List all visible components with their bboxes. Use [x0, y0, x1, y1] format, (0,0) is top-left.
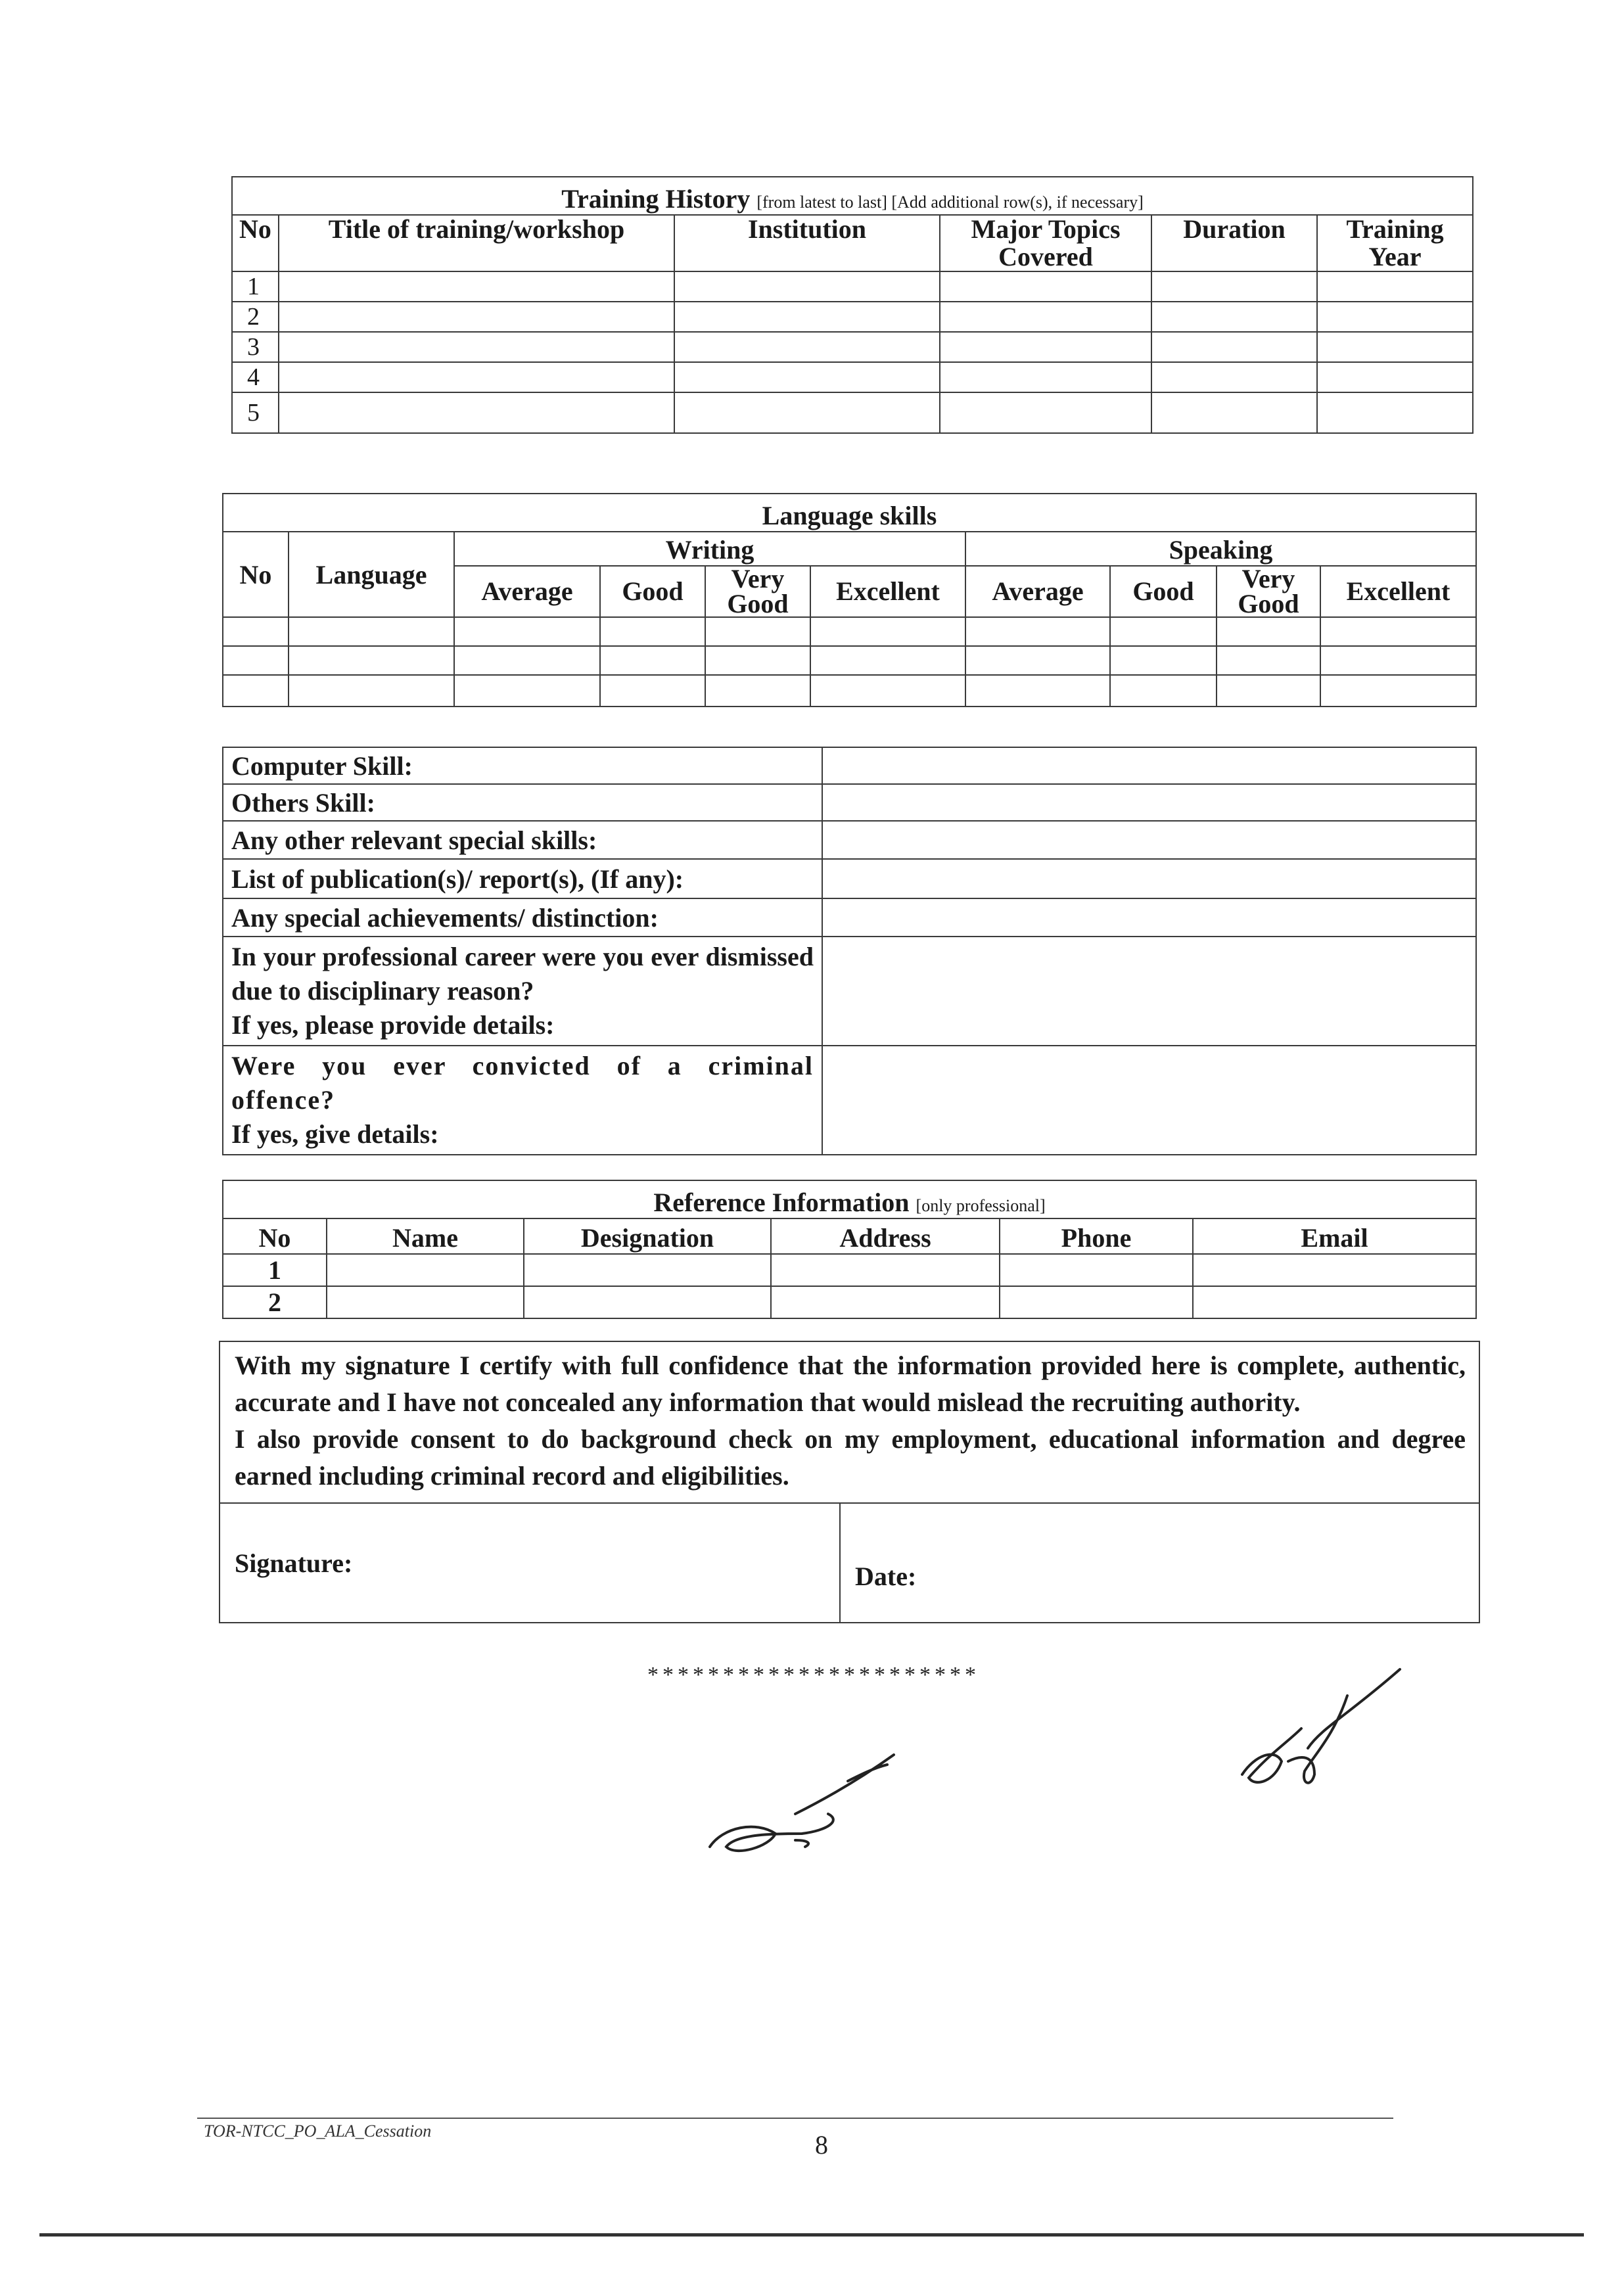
training-history-subtitle: [from latest to last] [Add additional row(s), if necessary]	[756, 193, 1144, 212]
language-cell[interactable]	[965, 617, 1110, 646]
date-label: Date:	[855, 1561, 917, 1591]
language-cell[interactable]	[454, 646, 600, 675]
handwritten-initial-2	[1229, 1656, 1413, 1801]
others-skill-label: Others Skill:	[223, 784, 822, 821]
language-cell[interactable]	[600, 617, 705, 646]
language-cell[interactable]	[289, 675, 454, 707]
date-field[interactable]	[840, 1503, 1479, 1623]
reference-name-cell[interactable]	[327, 1286, 524, 1318]
reference-name-cell[interactable]	[327, 1254, 524, 1286]
language-col-no: No	[223, 532, 289, 617]
reference-col-designation: Designation	[524, 1218, 771, 1254]
language-cell[interactable]	[1217, 675, 1320, 707]
computer-skill-field[interactable]	[822, 747, 1476, 784]
language-cell[interactable]	[810, 646, 965, 675]
training-history-table	[231, 176, 1473, 434]
language-cell[interactable]	[454, 617, 600, 646]
training-title-cell[interactable]	[279, 392, 674, 433]
dismissed-question-text: In your professional career were you ever dismissed due to disciplinary reason?	[231, 942, 814, 1006]
speaking-excellent: Excellent	[1320, 566, 1476, 617]
language-col-language: Language	[289, 532, 454, 617]
language-cell[interactable]	[1320, 646, 1476, 675]
dismissed-question	[223, 937, 822, 1046]
language-cell[interactable]	[705, 675, 810, 707]
page-number: 8	[815, 2130, 828, 2160]
reference-table	[222, 1180, 1477, 1319]
reference-title: Reference Information [only professional]	[223, 1180, 1476, 1218]
reference-col-no: No	[223, 1218, 327, 1254]
training-col-major-topics: Major Topics Covered	[940, 215, 1151, 271]
publications-field[interactable]	[822, 859, 1476, 898]
training-title-cell[interactable]	[279, 362, 674, 392]
table-row	[223, 1286, 1476, 1318]
training-history-title: Training History [from latest to last] [Add additional row(s), if necessary]	[232, 177, 1473, 215]
training-duration-cell[interactable]	[1151, 271, 1317, 302]
achievements-field[interactable]	[822, 898, 1476, 937]
skills-table	[222, 747, 1477, 1155]
footer-doc-id: TOR-NTCC_PO_ALA_Cessation	[204, 2121, 432, 2141]
special-skills-field[interactable]	[822, 821, 1476, 859]
language-cell[interactable]	[454, 675, 600, 707]
language-cell[interactable]	[223, 617, 289, 646]
training-year-cell[interactable]	[1317, 362, 1473, 392]
special-skills-label: Any other relevant special skills:	[223, 821, 822, 859]
table-row	[223, 646, 1476, 675]
table-row	[223, 617, 1476, 646]
reference-col-phone: Phone	[1000, 1218, 1193, 1254]
reference-col-address: Address	[771, 1218, 1000, 1254]
language-cell[interactable]	[965, 646, 1110, 675]
convicted-question	[223, 1046, 822, 1155]
achievements-label: Any special achievements/ distinction:	[223, 898, 822, 937]
language-cell[interactable]	[705, 646, 810, 675]
table-row	[232, 362, 1473, 392]
reference-col-name: Name	[327, 1218, 524, 1254]
training-title-cell[interactable]	[279, 332, 674, 362]
row-number: 1	[232, 271, 279, 302]
reference-address-cell[interactable]	[771, 1254, 1000, 1286]
row-number: 5	[232, 392, 279, 433]
signature-field[interactable]	[220, 1503, 840, 1623]
training-institution-cell[interactable]	[674, 362, 940, 392]
training-institution-cell[interactable]	[674, 271, 940, 302]
training-topics-cell[interactable]	[940, 362, 1151, 392]
language-cell[interactable]	[600, 646, 705, 675]
row-number: 4	[232, 362, 279, 392]
declaration-paragraph-2: I also provide consent to do background check on my employment, educational information and degree earned including criminal record and eligibilities.	[235, 1424, 1466, 1491]
writing-header: Writing	[454, 532, 965, 566]
language-cell[interactable]	[965, 675, 1110, 707]
footer-divider	[197, 2118, 1393, 2119]
language-cell[interactable]	[223, 646, 289, 675]
training-title-cell[interactable]	[279, 271, 674, 302]
training-duration-cell[interactable]	[1151, 302, 1317, 332]
training-topics-cell[interactable]	[940, 302, 1151, 332]
table-row	[232, 271, 1473, 302]
row-number: 2	[232, 302, 279, 332]
speaking-very-good: Very Good	[1217, 566, 1320, 617]
reference-designation-cell[interactable]	[524, 1254, 771, 1286]
writing-good: Good	[600, 566, 705, 617]
convicted-details-field[interactable]	[822, 1046, 1476, 1155]
speaking-average: Average	[965, 566, 1110, 617]
language-cell[interactable]	[810, 675, 965, 707]
language-skills-table	[222, 493, 1477, 707]
computer-skill-label: Computer Skill:	[223, 747, 822, 784]
language-cell[interactable]	[1217, 617, 1320, 646]
table-row	[232, 302, 1473, 332]
reference-email-cell[interactable]	[1193, 1286, 1476, 1318]
training-year-cell[interactable]	[1317, 271, 1473, 302]
speaking-header: Speaking	[965, 532, 1476, 566]
bottom-border	[39, 2233, 1584, 2237]
row-number: 1	[223, 1254, 327, 1286]
declaration-text	[220, 1341, 1479, 1503]
writing-average: Average	[454, 566, 600, 617]
convicted-details-label: If yes, give details:	[231, 1119, 439, 1149]
training-institution-cell[interactable]	[674, 332, 940, 362]
row-number: 3	[232, 332, 279, 362]
reference-phone-cell[interactable]	[1000, 1254, 1193, 1286]
language-cell[interactable]	[1110, 646, 1217, 675]
handwritten-initial-1	[697, 1735, 907, 1866]
reference-designation-cell[interactable]	[524, 1286, 771, 1318]
training-year-cell[interactable]	[1317, 392, 1473, 433]
language-cell[interactable]	[1320, 617, 1476, 646]
publications-label: List of publication(s)/ report(s), (If any):	[223, 859, 822, 898]
others-skill-field[interactable]	[822, 784, 1476, 821]
training-col-title: Title of training/workshop	[279, 215, 674, 271]
language-cell[interactable]	[289, 617, 454, 646]
reference-phone-cell[interactable]	[1000, 1286, 1193, 1318]
separator-stars: **********************	[647, 1663, 980, 1687]
training-topics-cell[interactable]	[940, 332, 1151, 362]
table-row	[223, 675, 1476, 707]
language-cell[interactable]	[600, 675, 705, 707]
training-year-cell[interactable]	[1317, 332, 1473, 362]
training-institution-cell[interactable]	[674, 302, 940, 332]
training-duration-cell[interactable]	[1151, 392, 1317, 433]
speaking-good: Good	[1110, 566, 1217, 617]
reference-email-cell[interactable]	[1193, 1254, 1476, 1286]
training-col-duration: Duration	[1151, 215, 1317, 271]
declaration-box	[219, 1341, 1480, 1623]
training-topics-cell[interactable]	[940, 392, 1151, 433]
table-row	[232, 332, 1473, 362]
language-cell[interactable]	[1110, 617, 1217, 646]
signature-label: Signature:	[235, 1548, 353, 1578]
table-row	[232, 392, 1473, 433]
reference-subtitle: [only professional]	[916, 1196, 1046, 1215]
dismissed-details-field[interactable]	[822, 937, 1476, 1046]
row-number: 2	[223, 1286, 327, 1318]
training-col-institution: Institution	[674, 215, 940, 271]
training-year-cell[interactable]	[1317, 302, 1473, 332]
declaration-paragraph-1: With my signature I certify with full confidence that the information provided here is complete, authentic, accurate and I have not concealed any information that would mislead the recruiting authority.	[235, 1351, 1466, 1417]
language-cell[interactable]	[223, 675, 289, 707]
training-col-year: Training Year	[1317, 215, 1473, 271]
language-skills-title: Language skills	[223, 494, 1476, 532]
language-cell[interactable]	[289, 646, 454, 675]
language-cell[interactable]	[810, 617, 965, 646]
convicted-question-text: Were you ever convicted of a criminal offence?	[231, 1051, 814, 1115]
writing-excellent: Excellent	[810, 566, 965, 617]
language-cell[interactable]	[705, 617, 810, 646]
training-duration-cell[interactable]	[1151, 362, 1317, 392]
reference-col-email: Email	[1193, 1218, 1476, 1254]
training-topics-cell[interactable]	[940, 271, 1151, 302]
training-col-no: No	[232, 215, 279, 271]
table-row	[223, 1254, 1476, 1286]
dismissed-details-label: If yes, please provide details:	[231, 1010, 555, 1040]
training-duration-cell[interactable]	[1151, 332, 1317, 362]
training-title-cell[interactable]	[279, 302, 674, 332]
language-cell[interactable]	[1217, 646, 1320, 675]
training-institution-cell[interactable]	[674, 392, 940, 433]
language-cell[interactable]	[1320, 675, 1476, 707]
language-cell[interactable]	[1110, 675, 1217, 707]
reference-address-cell[interactable]	[771, 1286, 1000, 1318]
writing-very-good: Very Good	[705, 566, 810, 617]
